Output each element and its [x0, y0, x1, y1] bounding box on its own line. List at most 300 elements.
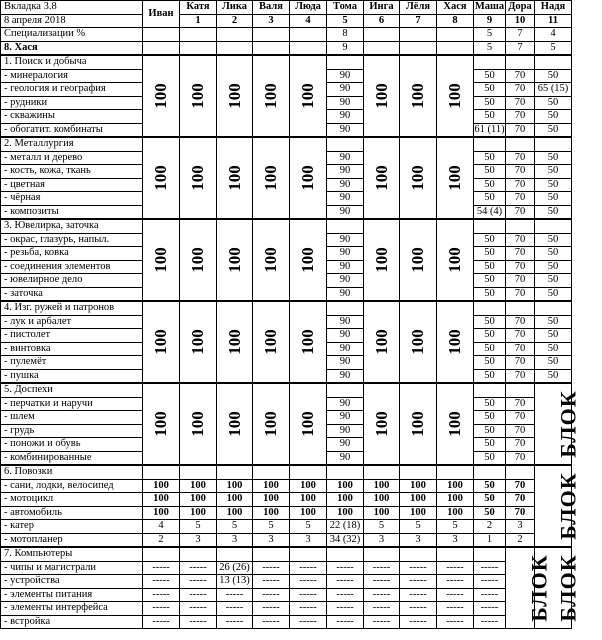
big-value: [217, 55, 253, 137]
row-label: - поножи и обувь: [1, 438, 143, 452]
value-cell: -----: [143, 615, 180, 629]
toma-value: 90: [327, 451, 364, 465]
column-number: 6: [364, 14, 400, 28]
value-cell: -----: [474, 602, 506, 616]
table-row: [1, 383, 572, 397]
section-title: 2. Металлургия: [1, 137, 143, 151]
rotated-text: 100: [298, 165, 317, 191]
empty-cell: [364, 465, 400, 479]
masha-value: 50: [474, 96, 506, 110]
value-cell: 100: [364, 506, 400, 520]
value-cell: 100: [364, 479, 400, 493]
table-row: [1, 615, 572, 629]
value-cell: 100: [437, 506, 474, 520]
block-label: [535, 465, 581, 547]
empty-cell: [535, 219, 572, 233]
hasya-value: 7: [506, 41, 535, 55]
spec-label: Специализации %: [1, 28, 143, 42]
empty-cell: [253, 465, 290, 479]
rotated-text: 100: [151, 411, 170, 437]
value-cell: 5: [253, 520, 290, 534]
value-cell: 5: [364, 520, 400, 534]
empty-cell: [474, 55, 506, 69]
spec-value: 5: [474, 28, 506, 42]
empty-cell: [506, 465, 535, 479]
column-name: Дора: [506, 1, 535, 15]
dora-value: 70: [506, 451, 535, 465]
toma-value: 90: [327, 233, 364, 247]
value-cell: 2: [474, 520, 506, 534]
spec-value: [437, 28, 474, 42]
value-cell: -----: [327, 575, 364, 589]
table-row: [1, 14, 572, 28]
big-value: [253, 137, 290, 219]
spec-value: [364, 28, 400, 42]
toma-value: 90: [327, 178, 364, 192]
value-cell: 100: [400, 479, 437, 493]
empty-cell: [474, 301, 506, 315]
dora-value: 70: [506, 260, 535, 274]
dora-value: 70: [506, 274, 535, 288]
hasya-value: [437, 41, 474, 55]
value-cell: 100: [253, 479, 290, 493]
hasya-value: [143, 41, 180, 55]
empty-cell: [506, 137, 535, 151]
nadya-value: 50: [535, 151, 572, 165]
block-label: [535, 383, 581, 465]
spec-value: 8: [327, 28, 364, 42]
rotated-text: БЛОК: [555, 390, 581, 458]
value-cell: 3: [217, 533, 253, 547]
value-cell: 5: [437, 520, 474, 534]
header-title: Вкладка 3.8: [1, 1, 143, 15]
masha-value: 50: [474, 287, 506, 301]
masha-value: 50: [474, 397, 506, 411]
nadya-value: 50: [535, 96, 572, 110]
toma-value: 90: [327, 96, 364, 110]
rotated-text: 100: [151, 165, 170, 191]
nadya-value: 50: [535, 329, 572, 343]
nadya-value: 50: [535, 356, 572, 370]
value-cell: 5: [400, 520, 437, 534]
value-cell: 100: [364, 493, 400, 507]
big-value: [253, 219, 290, 301]
rotated-text: 100: [298, 411, 317, 437]
empty-cell: [217, 547, 253, 561]
row-label: - перчатки и наручи: [1, 397, 143, 411]
toma-value: 90: [327, 123, 364, 137]
value-cell: 5: [217, 520, 253, 534]
row-label: - ювелирное дело: [1, 274, 143, 288]
big-value: [400, 219, 437, 301]
value-cell: -----: [437, 615, 474, 629]
column-number: 7: [400, 14, 437, 28]
value-cell: -----: [290, 575, 327, 589]
column-number: 2: [217, 14, 253, 28]
column-number: 3: [253, 14, 290, 28]
row-label: - цветная: [1, 178, 143, 192]
big-value: [217, 383, 253, 465]
big-value: [364, 219, 400, 301]
row-label: - сани, лодки, велосипед: [1, 479, 143, 493]
value-cell: 70: [506, 506, 535, 520]
rotated-text: 100: [224, 411, 244, 437]
nadya-value: 50: [535, 178, 572, 192]
toma-value: 90: [327, 69, 364, 83]
big-value: [437, 301, 474, 383]
value-cell: 100: [327, 479, 364, 493]
value-cell: -----: [364, 575, 400, 589]
rotated-text: 100: [188, 165, 207, 191]
table-row: [1, 506, 572, 520]
spec-value: [143, 28, 180, 42]
toma-value: 90: [327, 411, 364, 425]
toma-value: 90: [327, 274, 364, 288]
value-cell: -----: [290, 588, 327, 602]
toma-value: 90: [327, 342, 364, 356]
rotated-text: 100: [188, 411, 207, 437]
rotated-text: 100: [408, 247, 427, 273]
table-row: [1, 465, 572, 479]
value-cell: -----: [217, 588, 253, 602]
big-value: [437, 219, 474, 301]
column-number: 10: [506, 14, 535, 28]
empty-cell: [400, 547, 437, 561]
big-value: [217, 137, 253, 219]
rotated-text: 100: [151, 329, 170, 355]
table-row: [1, 575, 572, 589]
dora-value: 70: [506, 411, 535, 425]
column-name: Тома: [327, 1, 364, 15]
value-cell: 13 (13): [217, 575, 253, 589]
rotated-text: 100: [371, 247, 391, 273]
empty-cell: [253, 547, 290, 561]
value-cell: 3: [180, 533, 217, 547]
column-number: 5: [327, 14, 364, 28]
row-label: - элементы интерфейса: [1, 602, 143, 616]
dora-value: 70: [506, 287, 535, 301]
dora-value: 70: [506, 356, 535, 370]
row-label: - геология и география: [1, 83, 143, 97]
big-value: [180, 137, 217, 219]
hasya-value: [364, 41, 400, 55]
column-number: 1: [180, 14, 217, 28]
table-row: [1, 588, 572, 602]
rotated-text: 100: [445, 247, 464, 273]
hasya-value: [400, 41, 437, 55]
section-title: 4. Изг. ружей и патронов: [1, 301, 143, 315]
row-label: - скважины: [1, 110, 143, 124]
value-cell: 34 (32): [327, 533, 364, 547]
row-label: - кость, кожа, ткань: [1, 165, 143, 179]
value-cell: 100: [253, 506, 290, 520]
value-cell: -----: [180, 615, 217, 629]
spec-value: [253, 28, 290, 42]
toma-value: 90: [327, 438, 364, 452]
value-cell: -----: [400, 602, 437, 616]
row-label: - грудь: [1, 424, 143, 438]
row-label: - минералогия: [1, 69, 143, 83]
empty-cell: [506, 301, 535, 315]
row-label: - резьба, ковка: [1, 247, 143, 261]
block-label: [506, 547, 552, 629]
empty-cell: [535, 55, 572, 69]
nadya-value: 50: [535, 110, 572, 124]
nadya-value: 50: [535, 192, 572, 206]
column-name: Лёля: [400, 1, 437, 15]
masha-value: 50: [474, 438, 506, 452]
rotated-text: 100: [224, 247, 244, 273]
table-row: [1, 219, 572, 233]
big-value: [400, 383, 437, 465]
value-cell: -----: [143, 602, 180, 616]
masha-value: 54 (4): [474, 205, 506, 219]
nadya-value: 50: [535, 123, 572, 137]
rotated-text: 100: [445, 329, 464, 355]
header-date: 8 апреля 2018: [1, 14, 143, 28]
big-value: [143, 219, 180, 301]
row-label: - пистолет: [1, 329, 143, 343]
big-value: [217, 301, 253, 383]
rotated-text: 100: [445, 83, 464, 109]
nadya-value: 50: [535, 369, 572, 383]
rotated-text: 100: [408, 165, 427, 191]
row-label: - окрас, глазурь, напыл.: [1, 233, 143, 247]
toma-value: 90: [327, 83, 364, 97]
masha-value: 50: [474, 274, 506, 288]
rotated-text: 100: [151, 83, 170, 109]
dora-value: 70: [506, 247, 535, 261]
masha-value: 50: [474, 192, 506, 206]
value-cell: -----: [364, 602, 400, 616]
rotated-text: 100: [224, 329, 244, 355]
hasya-value: [180, 41, 217, 55]
value-cell: -----: [180, 561, 217, 575]
big-value: [180, 301, 217, 383]
rotated-text: БЛОК: [555, 472, 581, 540]
value-cell: 100: [290, 493, 327, 507]
toma-value: 90: [327, 287, 364, 301]
value-cell: -----: [253, 602, 290, 616]
value-cell: 100: [217, 479, 253, 493]
empty-cell: [180, 547, 217, 561]
value-cell: -----: [437, 588, 474, 602]
masha-value: 50: [474, 424, 506, 438]
table-row: [1, 533, 572, 547]
nadya-value: 50: [535, 274, 572, 288]
toma-value: 90: [327, 424, 364, 438]
rotated-text: 100: [261, 165, 280, 191]
value-cell: -----: [400, 615, 437, 629]
masha-value: 50: [474, 342, 506, 356]
value-cell: -----: [327, 602, 364, 616]
value-cell: 50: [474, 479, 506, 493]
column-number: 4: [290, 14, 327, 28]
row-label: - пушка: [1, 369, 143, 383]
dora-value: 70: [506, 96, 535, 110]
nadya-value: 65 (15): [535, 83, 572, 97]
empty-cell: [506, 219, 535, 233]
row-label: - металл и дерево: [1, 151, 143, 165]
value-cell: 100: [143, 479, 180, 493]
toma-value: 90: [327, 369, 364, 383]
spec-value: [217, 28, 253, 42]
column-name: Иван: [143, 1, 180, 28]
column-name: Катя: [180, 1, 217, 15]
value-cell: 1: [474, 533, 506, 547]
empty-cell: [474, 137, 506, 151]
value-cell: -----: [180, 588, 217, 602]
dora-value: 70: [506, 178, 535, 192]
empty-cell: [327, 55, 364, 69]
value-cell: 70: [506, 493, 535, 507]
table-row: [1, 479, 572, 493]
masha-value: 50: [474, 110, 506, 124]
value-cell: -----: [437, 561, 474, 575]
big-value: [400, 55, 437, 137]
column-number: 9: [474, 14, 506, 28]
empty-cell: [217, 465, 253, 479]
masha-value: 50: [474, 233, 506, 247]
row-label: - соединения элементов: [1, 260, 143, 274]
value-cell: 100: [253, 493, 290, 507]
section-title: 3. Ювелирка, заточка: [1, 219, 143, 233]
nadya-value: 50: [535, 342, 572, 356]
rotated-text: 100: [151, 247, 170, 273]
row-label: - заточка: [1, 287, 143, 301]
dora-value: 70: [506, 192, 535, 206]
row-label: - винтовка: [1, 342, 143, 356]
big-value: [180, 219, 217, 301]
value-cell: -----: [143, 561, 180, 575]
big-value: [290, 219, 327, 301]
value-cell: -----: [364, 615, 400, 629]
toma-value: 90: [327, 247, 364, 261]
row-label: - элементы питания: [1, 588, 143, 602]
row-label: - лук и арбалет: [1, 315, 143, 329]
value-cell: -----: [327, 615, 364, 629]
empty-cell: [474, 383, 506, 397]
row-label: - пулемёт: [1, 356, 143, 370]
empty-cell: [437, 547, 474, 561]
empty-cell: [143, 465, 180, 479]
value-cell: 3: [400, 533, 437, 547]
value-cell: -----: [364, 561, 400, 575]
section-title: 1. Поиск и добыча: [1, 55, 143, 69]
value-cell: -----: [290, 615, 327, 629]
row-label: - рудники: [1, 96, 143, 110]
value-cell: 3: [364, 533, 400, 547]
dora-value: 70: [506, 83, 535, 97]
table-row: [1, 41, 572, 55]
toma-value: 90: [327, 397, 364, 411]
row-label: - устройства: [1, 575, 143, 589]
big-value: [143, 383, 180, 465]
column-name: Хася: [437, 1, 474, 15]
rotated-text: 100: [445, 411, 464, 437]
hasya-value: [290, 41, 327, 55]
value-cell: -----: [180, 575, 217, 589]
dora-value: 70: [506, 329, 535, 343]
big-value: [290, 383, 327, 465]
rotated-text: 100: [371, 411, 391, 437]
toma-value: 90: [327, 260, 364, 274]
spec-value: 4: [535, 28, 572, 42]
rotated-text: 100: [224, 83, 244, 109]
column-name: Люда: [290, 1, 327, 15]
empty-cell: [535, 137, 572, 151]
nadya-value: 50: [535, 165, 572, 179]
value-cell: -----: [143, 575, 180, 589]
value-cell: 100: [437, 493, 474, 507]
empty-cell: [437, 465, 474, 479]
toma-value: 90: [327, 205, 364, 219]
empty-cell: [474, 547, 506, 561]
big-value: [400, 301, 437, 383]
big-value: [290, 137, 327, 219]
rotated-text: 100: [371, 165, 391, 191]
dora-value: 70: [506, 397, 535, 411]
nadya-value: 50: [535, 247, 572, 261]
column-name: Надя: [535, 1, 572, 15]
nadya-value: 50: [535, 287, 572, 301]
table-row: [1, 301, 572, 315]
toma-value: 90: [327, 329, 364, 343]
row-label: - комбинированные: [1, 451, 143, 465]
column-number: 11: [535, 14, 572, 28]
nadya-value: 50: [535, 315, 572, 329]
value-cell: 100: [143, 493, 180, 507]
table-row: [1, 55, 572, 69]
masha-value: 50: [474, 451, 506, 465]
value-cell: -----: [474, 561, 506, 575]
hasya-value: 5: [474, 41, 506, 55]
value-cell: 100: [400, 506, 437, 520]
big-value: [364, 383, 400, 465]
row-label: - встройка: [1, 615, 143, 629]
value-cell: -----: [180, 602, 217, 616]
big-value: [437, 383, 474, 465]
value-cell: 100: [180, 506, 217, 520]
rotated-text: 100: [261, 411, 280, 437]
rotated-text: 100: [408, 411, 427, 437]
dora-value: 70: [506, 165, 535, 179]
masha-value: 50: [474, 151, 506, 165]
value-cell: 100: [290, 506, 327, 520]
rotated-text: 100: [298, 329, 317, 355]
value-cell: -----: [217, 615, 253, 629]
dora-value: 70: [506, 69, 535, 83]
big-value: [217, 219, 253, 301]
value-cell: 26 (26): [217, 561, 253, 575]
big-value: [400, 137, 437, 219]
dora-value: 70: [506, 369, 535, 383]
value-cell: 3: [437, 533, 474, 547]
column-name: Маша: [474, 1, 505, 13]
rotated-text: 100: [261, 329, 280, 355]
empty-cell: [506, 55, 535, 69]
value-cell: -----: [400, 575, 437, 589]
value-cell: -----: [143, 588, 180, 602]
empty-cell: [290, 547, 327, 561]
masha-value: 50: [474, 315, 506, 329]
value-cell: 4: [143, 520, 180, 534]
rotated-text: 100: [445, 165, 464, 191]
table-row: [1, 520, 572, 534]
row-label: - катер: [1, 520, 143, 534]
value-cell: -----: [253, 588, 290, 602]
hasya-value: [217, 41, 253, 55]
